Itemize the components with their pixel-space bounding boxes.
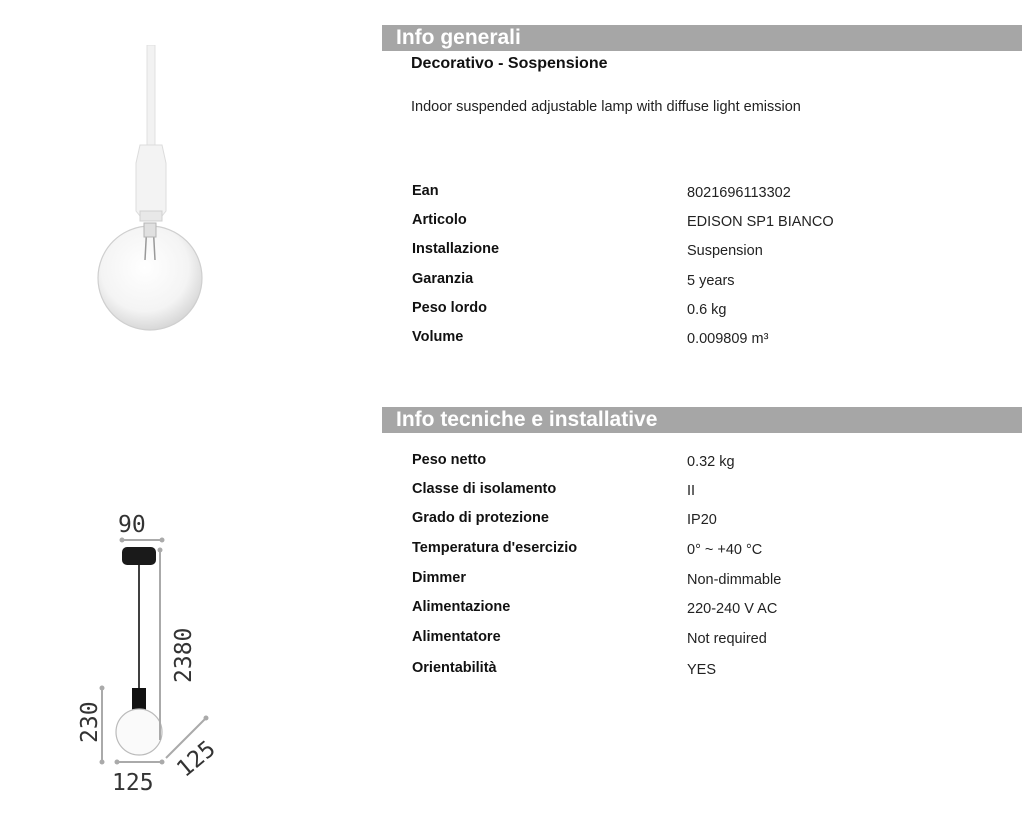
spec-value: 0.6 kg — [687, 302, 727, 318]
spec-row-temperatura — [412, 540, 1012, 562]
bulb-depth-label: 125 — [172, 735, 221, 783]
spec-row-dimmer — [412, 570, 1012, 592]
spec-label: Orientabilità — [412, 660, 497, 676]
spec-row-garanzia — [412, 271, 1012, 293]
spec-label: Alimentazione — [412, 599, 511, 615]
spec-value: 5 years — [687, 273, 735, 289]
spec-row-alimentatore — [412, 629, 1012, 651]
spec-value: II — [687, 483, 696, 499]
lamp-product-image — [90, 45, 220, 345]
spec-label: Grado di protezione — [412, 510, 549, 526]
spec-row-volume — [412, 329, 1012, 351]
canopy-width-label: 90 — [118, 512, 146, 538]
spec-row-alimentazione — [412, 599, 1012, 621]
product-description: Indoor suspended adjustable lamp with diffuse light emission — [411, 99, 801, 115]
spec-row-peso-lordo — [412, 300, 1012, 322]
spec-value: Non-dimmable — [687, 572, 782, 588]
spec-label: Articolo — [412, 212, 467, 228]
spec-row-orientabilita — [412, 660, 1012, 682]
spec-label: Peso lordo — [412, 300, 487, 316]
spec-value: YES — [687, 662, 717, 678]
spec-row-articolo — [412, 212, 1012, 234]
spec-row-classe-isolamento — [412, 481, 1012, 503]
spec-label: Classe di isolamento — [412, 481, 557, 497]
bulb-height-label: 230 — [77, 701, 103, 743]
spec-value: Not required — [687, 631, 767, 647]
spec-value: IP20 — [687, 512, 717, 528]
spec-label: Garanzia — [412, 271, 474, 287]
general-info-header: Info generali — [382, 25, 1022, 51]
spec-value: Suspension — [687, 243, 763, 259]
spec-label: Temperatura d'esercizio — [412, 540, 578, 556]
spec-label: Dimmer — [412, 570, 466, 586]
spec-value: 0.009809 m³ — [687, 331, 769, 347]
spec-row-ean — [412, 183, 1012, 205]
spec-label: Volume — [412, 329, 464, 345]
dimension-drawing — [70, 500, 250, 800]
spec-label: Ean — [412, 183, 439, 199]
product-category: Decorativo - Sospensione — [411, 55, 608, 72]
total-height-label: 2380 — [171, 627, 197, 683]
spec-row-peso-netto — [412, 452, 1012, 474]
spec-value: 0° ~ +40 °C — [687, 542, 763, 558]
spec-label: Alimentatore — [412, 629, 501, 645]
spec-value: 8021696113302 — [687, 185, 791, 201]
spec-row-installazione — [412, 241, 1012, 263]
spec-value: EDISON SP1 BIANCO — [687, 214, 834, 230]
spec-value: 0.32 kg — [687, 454, 735, 470]
spec-value: 220-240 V AC — [687, 601, 778, 617]
spec-label: Installazione — [412, 241, 500, 257]
spec-label: Peso netto — [412, 452, 487, 468]
bulb-width-label: 125 — [112, 770, 154, 796]
spec-row-grado-protezione — [412, 510, 1012, 532]
technical-info-header: Info tecniche e installative — [382, 407, 1022, 433]
